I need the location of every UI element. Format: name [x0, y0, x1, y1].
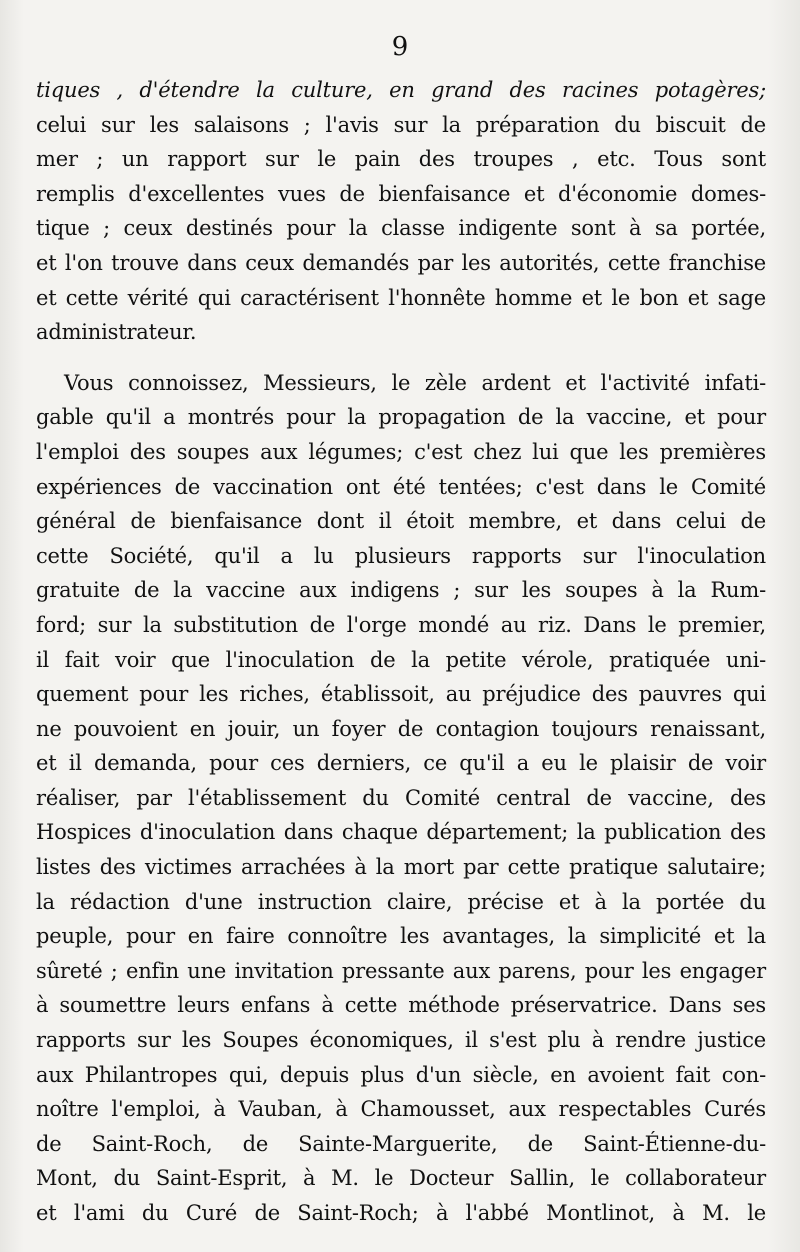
text-line: et l'on trouve dans ceux demandés par les autorités, cette franchise: [36, 250, 766, 275]
text-line: celui sur les salaisons ; l'avis sur la préparation du biscuit de: [36, 112, 766, 137]
text-line: gable qu'il a montrés pour la propagation de la vaccine, et pour: [36, 405, 766, 430]
text-line: de Saint-Roch, de Sainte-Marguerite, de Saint-Étienne-du-: [36, 1131, 766, 1156]
text-line: général de bienfaisance dont il étoit membre, et dans celui de: [36, 509, 766, 534]
text-line: la rédaction d'une instruction claire, précise et à la portée du: [36, 889, 766, 914]
text-line: peuple, pour en faire connoître les avantages, la simplicité et la: [36, 924, 766, 949]
text-line: sûreté ; enfin une invitation pressante aux parens, pour les engager: [36, 958, 766, 983]
page-number: 9: [391, 32, 409, 62]
text-line: gratuite de la vaccine aux indigens ; sur les soupes à la Rum-: [36, 578, 766, 603]
text-line: noître l'emploi, à Vauban, à Chamousset, aux respectables Curés: [36, 1097, 766, 1122]
text-line: Vous connoissez, Messieurs, le zèle ardent et l'activité infati-: [64, 370, 766, 395]
paragraph-2: [36, 366, 766, 1231]
text-line: remplis d'excellentes vues de bienfaisance et d'économie domes-: [36, 181, 766, 206]
text-line: Hospices d'inoculation dans chaque département; la publication des: [36, 820, 766, 845]
text-line: expériences de vaccination ont été tentées; c'est dans le Comité: [36, 474, 766, 499]
text-line: à soumettre leurs enfans à cette méthode préservatrice. Dans ses: [36, 993, 766, 1018]
text-line: il fait voir que l'inoculation de la petite vérole, pratiquée uni-: [36, 647, 766, 672]
text-line: Mont, du Saint-Esprit, à M. le Docteur Sallin, le collaborateur: [36, 1166, 766, 1191]
text-line: ne pouvoient en jouir, un foyer de contagion toujours renaissant,: [36, 716, 766, 741]
text-line: rapports sur les Soupes économiques, il s'est plu à rendre justice: [36, 1028, 766, 1053]
text-line: et il demanda, pour ces derniers, ce qu'il a eu le plaisir de voir: [36, 751, 766, 776]
text-line: et cette vérité qui caractérisent l'honnête homme et le bon et sage: [36, 285, 766, 310]
text-line: cette Société, qu'il a lu plusieurs rapports sur l'inoculation: [36, 543, 766, 568]
text-line: mer ; un rapport sur le pain des troupes , etc. Tous sont: [36, 147, 766, 172]
text-line: quement pour les riches, établissoit, au préjudice des pauvres qui: [36, 682, 766, 707]
text-line: administrateur.: [36, 320, 197, 345]
text-line: tiques , d'étendre la culture, en grand des racines potagères;: [36, 78, 766, 102]
text-line: tique ; ceux destinés pour la classe indigente sont à sa portée,: [36, 216, 766, 241]
paragraph-gap: [36, 350, 766, 366]
body-text: [36, 73, 766, 1231]
paragraph-1: [36, 73, 766, 350]
text-line: réaliser, par l'établissement du Comité central de vaccine, des: [36, 785, 766, 810]
text-line: ford; sur la substitution de l'orge mondé au riz. Dans le premier,: [36, 612, 766, 637]
text-line: l'emploi des soupes aux légumes; c'est chez lui que les premières: [36, 439, 766, 464]
text-line: et l'ami du Curé de Saint-Roch; à l'abbé Montlinot, à M. le: [36, 1201, 766, 1225]
text-line: listes des victimes arrachées à la mort par cette pratique salutaire;: [36, 855, 766, 880]
text-line: aux Philantropes qui, depuis plus d'un siècle, en avoient fait con-: [36, 1062, 766, 1087]
